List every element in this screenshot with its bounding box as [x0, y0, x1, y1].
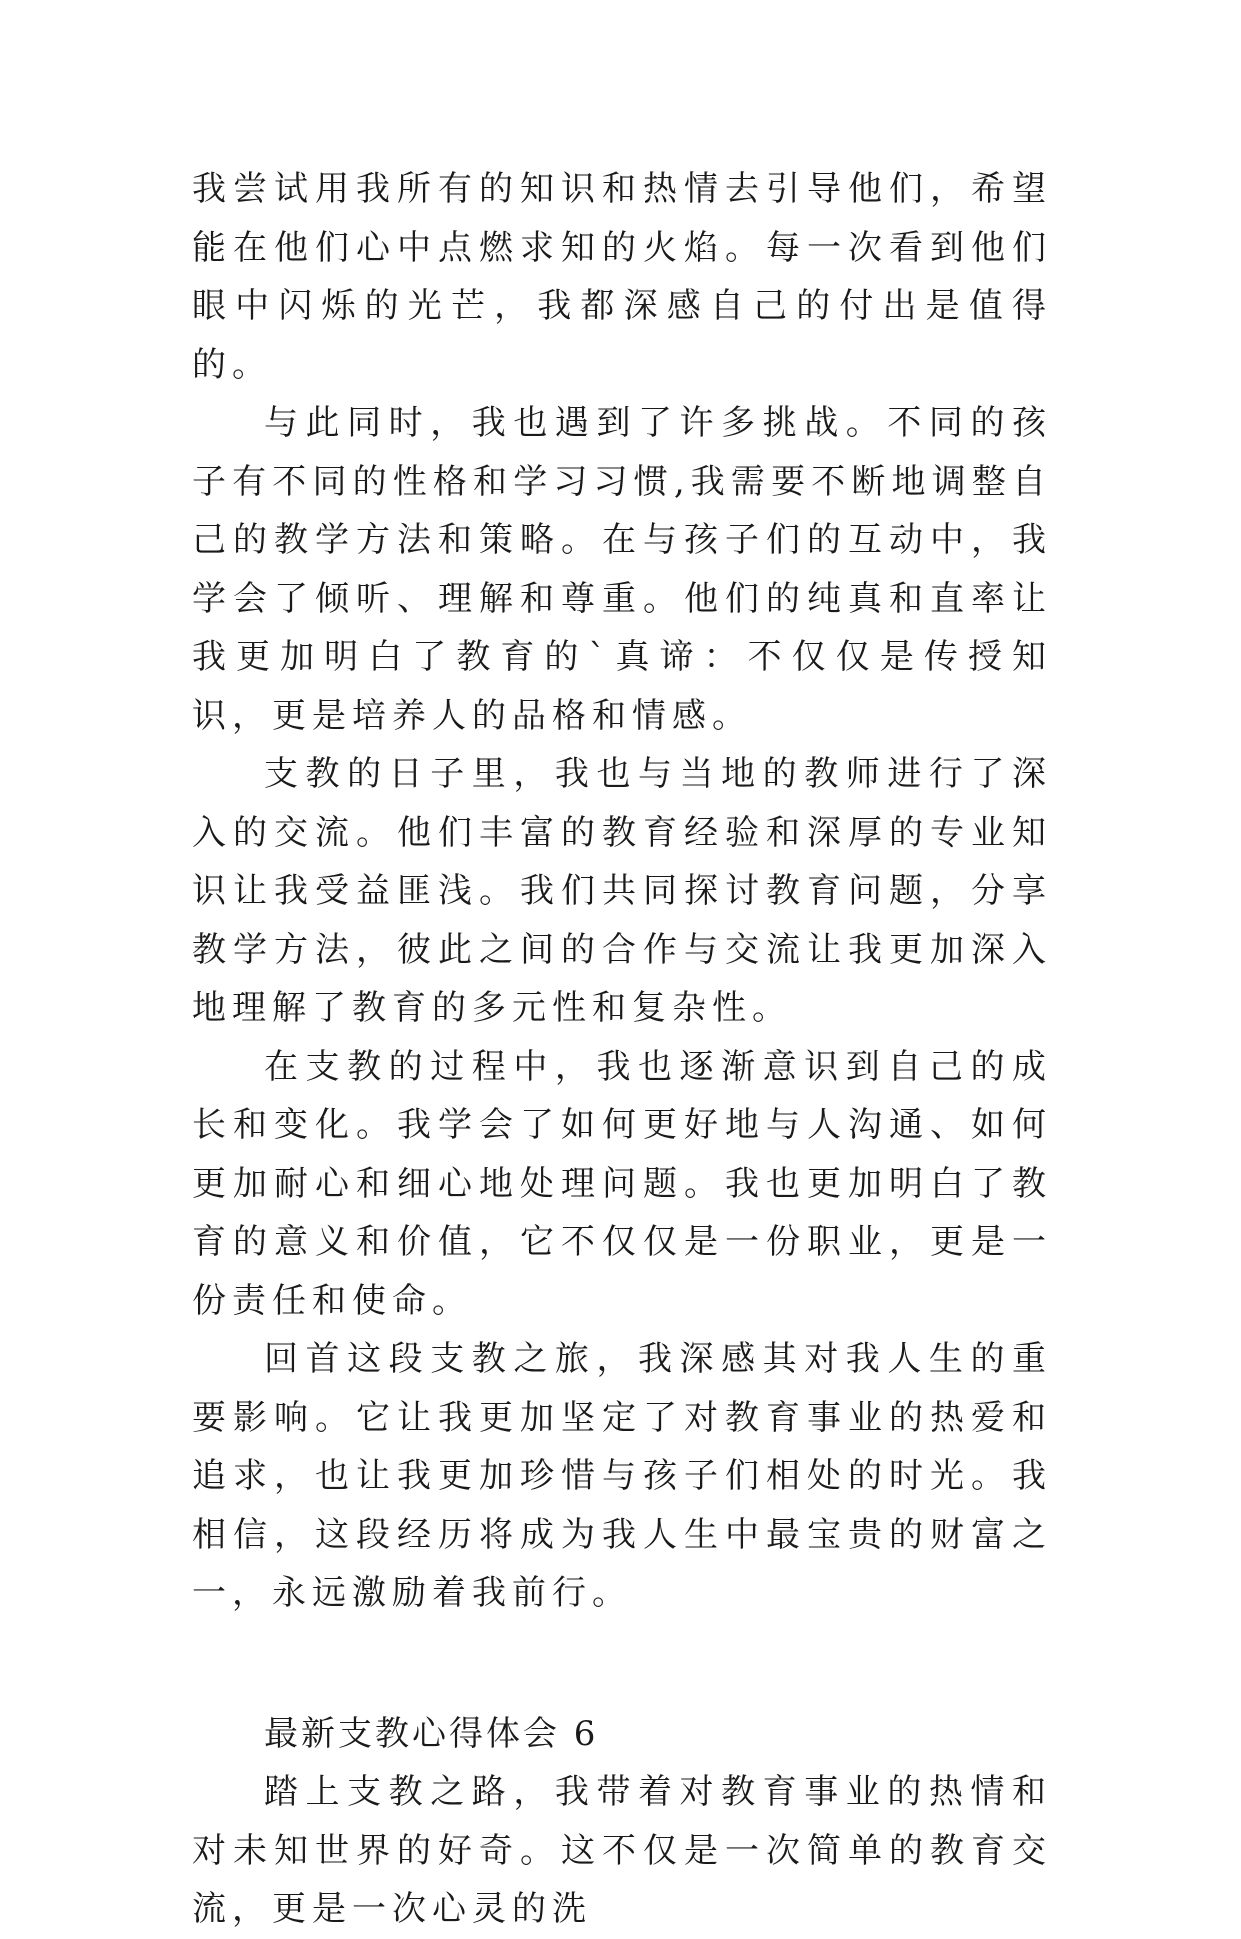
- paragraph-2: 与此同时，我也遇到了许多挑战。不同的孩子有不同的性格和学习习惯,我需要不断地调整自己的教学方法和策略。在与孩子们的互动中，我学会了倾听、理解和尊重。他们的纯真和直率让我更加明白了教育的`真谛：不仅仅是传授知识，更是培养人的品格和情感。: [192, 403, 1052, 736]
- paragraph-1: 我尝试用我所有的知识和热情去引导他们，希望能在他们心中点燃求知的火焰。每一次看到他们眼中闪烁的光芒，我都深感自己的付出是值得的。: [192, 169, 1052, 385]
- section-spacer: [192, 1623, 1052, 1705]
- paragraph-4: 在支教的过程中，我也逐渐意识到自己的成长和变化。我学会了如何更好地与人沟通、如何更加耐心和细心地处理问题。我也更加明白了教育的意义和价值，它不仅仅是一份职业，更是一份责任和使命。: [192, 1046, 1052, 1321]
- paragraph-3: 支教的日子里，我也与当地的教师进行了深入的交流。他们丰富的教育经验和深厚的专业知识让我受益匪浅。我们共同探讨教育问题，分享教学方法，彼此之间的合作与交流让我更加深入地理解了教育的多元性和复杂性。: [192, 754, 1052, 1028]
- document-body: [192, 160, 1052, 1939]
- paragraph-6: 踏上支教之路，我带着对教育事业的热情和对未知世界的好奇。这不仅是一次简单的教育交流，更是一次心灵的洗: [192, 1772, 1052, 1929]
- paragraph-5: 回首这段支教之旅，我深感其对我人生的重要影响。它让我更加坚定了对教育事业的热爱和追求，也让我更加珍惜与孩子们相处的时光。我相信，这段经历将成为我人生中最宝贵的财富之一，永远激励着我前行。: [192, 1339, 1052, 1613]
- section-heading: 最新支教心得体会 6: [264, 1713, 599, 1754]
